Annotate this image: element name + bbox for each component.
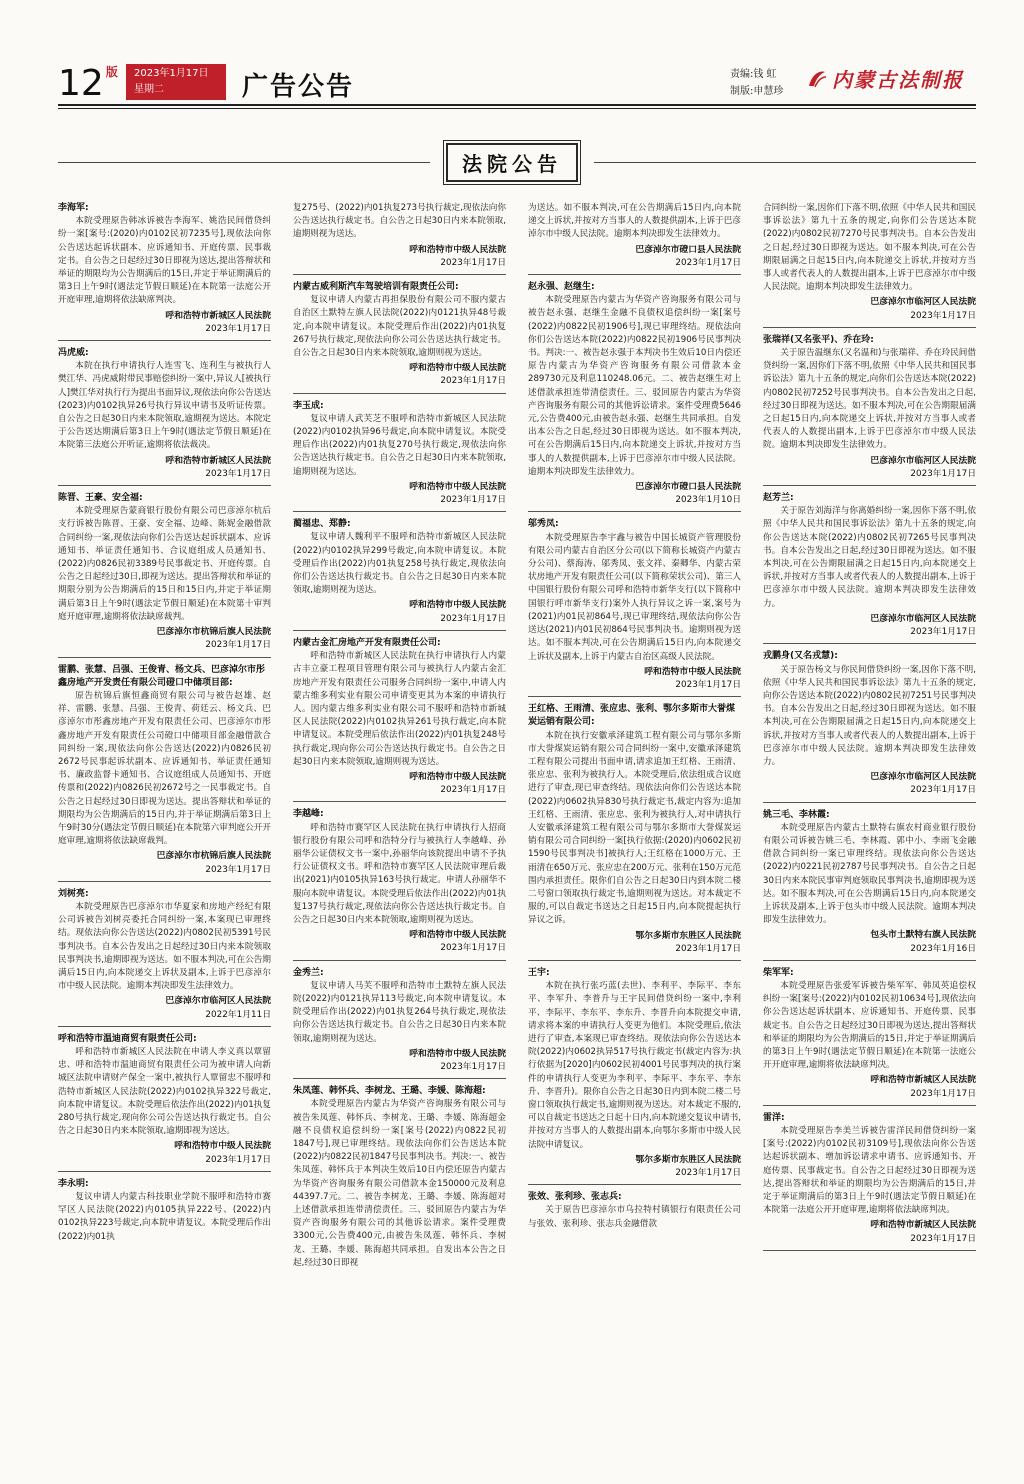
court-notice — [293, 202, 506, 275]
issue-date-box — [126, 64, 226, 100]
section-title: 广告公告 — [242, 72, 355, 102]
notice-date: 2023年1月17日 — [910, 310, 976, 321]
notice-court: 巴彦淖尔市磴口县人民法院 — [635, 482, 741, 493]
court-notice — [293, 808, 506, 960]
notice-divider — [293, 511, 506, 512]
court-notice — [528, 1191, 741, 1231]
notice-body: 本院在执行张巧蓝(去世)、李利平、李际平、李东平、李军升、李普升与王宇民间借贷纠纷一案中,李利平、李际平、李东平、李东升、李晋升向本院提交申请,请求将本案的申请执行人变更为他们。本院受理后,依法进行了审查,本案现已审查终结。现依法向你公告送达本院(2022)内0602执异517号执行裁定书(裁定内容为:执行依据为[2020]内0602民初4001号民事判决的执行案件的申请执行人变更为李利平、李际平、李东平、李东升、李晋升)。限你自公告之日起30日内到本院二楼二号窗口领取执行裁定书,逾期则视为送达。对本裁定不服的,可以自裁定书送达之日起十日内,向本院递交复议申请书,并按对方当事人的人数提出副本,向鄂尔多斯市中级人民法院申请复议。 — [528, 981, 741, 1150]
notice-body: 复275号、(2022)内01执复273号执行裁定,现依法向你公告送达执行裁定书。自公告之日起30日内来本院领取,逾期则视为送达。 — [293, 203, 506, 240]
notice-divider — [528, 960, 741, 961]
notice-divider — [58, 657, 271, 658]
notice-date: 2023年1月17日 — [910, 1233, 976, 1244]
notice-date: 2022年1月11日 — [205, 1009, 271, 1020]
notice-date: 2023年1月17日 — [910, 785, 976, 796]
notice-body: 关于原告巴彦淖尔市乌拉特村镇银行有限责任公司与张效、张利珍、张志兵金融借款 — [528, 1205, 741, 1229]
notice-addressee: 雷洋: — [763, 1112, 785, 1123]
notice-body: 复议申请人武芙芝不服呼和浩特市新城区人民法院(2022)内0102执异96号裁定,向本院申请复议。本院受理后作出(2022)内01执复270号执行裁定,现依法向你公告送达执行裁定书。自公告之日起30日内来本院领取,逾期则视为送达。 — [293, 413, 506, 477]
notice-date: 2023年1月17日 — [205, 640, 271, 651]
court-notice — [58, 664, 271, 882]
notice-divider — [528, 1184, 741, 1185]
notice-addressee: 蔺福忠、郑静: — [293, 519, 351, 530]
banner-rule-right — [594, 162, 976, 163]
court-notice — [293, 967, 506, 1080]
notice-body: 合同纠纷一案,因你们下落不明,依照《中华人民共和国民事诉讼法》第九十五条的规定,向你们公告送达本院(2022)内0802民初7270号民事判决书。自本公告发出之日起,经过30日即视为送达。如不服本判决,可在公告期限届满之日起15日内,向本院递交上诉状,并按对方当事人或者代表人的人数提出副本,上诉于巴彦淖尔市中级人民法院。逾期本判决即发生法律效力。 — [763, 203, 976, 293]
banner-rule-left — [58, 162, 430, 163]
notice-court: 呼和浩特市中级人民法院 — [409, 1048, 506, 1059]
notice-body: 关于原告刘海洋与你离婚纠纷一案,因你下落不明,依照《中华人民共和国民事诉讼法》第九十五条的规定,向你公告送达本院(2022)内0802民初7265号民事判决书。自本公告发出之日起,经过30日即视为送达。如不服本判决,可在公告期限届满之日起15日内,向本院递交上诉状,并按对方当事人或者代表人的人数提出副本,上诉于巴彦淖尔市中级人民法院。逾期本判决即发生法律效力。 — [763, 506, 976, 609]
notice-divider — [763, 1105, 976, 1106]
court-notice — [763, 809, 976, 961]
notice-date: 2023年1月10日 — [675, 495, 741, 506]
notice-divider — [763, 327, 976, 328]
notice-date: 2023年1月17日 — [440, 613, 506, 624]
notice-divider — [58, 881, 271, 882]
notice-body: 呼和浩特市新城区人民法院在申请人李义真以覃留忠、呼和浩特市温迪商贸有限责任公司为被申请人向新城区法院申请财产保全一案中,被执行人覃留忠不服呼和浩特市新城区人民法院(2022)内0102执异322号裁定,向本院申请复议。本院受理后依法作出(2022)内01执复280号执行裁定,现向你公司公告送达执行裁定书。自公告之日起30日内来本院领取,逾期即视为送达。 — [58, 1046, 271, 1137]
notice-body: 为送达。如不服本判决,可在公告期满后15日内,向本院递交上诉状,并按对方当事人的人数提供副本,上诉于巴彦淖尔市中级人民法院。逾期本判决即发生法律效力。 — [528, 203, 741, 240]
notice-body: 关于原告温继东(又名温和)与张瑞祥、乔在玲民间借贷纠纷一案,因你们下落不明,依照《中华人民共和国民事诉讼法》第九十五条的规定,向你们公告送达本院(2022)内0802民初7252号民事判决书。自本公告发出之日起,经过30日即视为送达。如不服本判决,可在公告期限届满之日起15日内,向本院递交上诉状,并按对方当事人或者代表人的人数提出副本,上诉于巴彦淖尔市中级人民法院。逾期本判决即发生法律效力。 — [763, 348, 976, 451]
notice-addressee: 王宇: — [528, 967, 550, 978]
notice-divider — [293, 274, 506, 275]
banner-title: 法院公告 — [446, 143, 578, 182]
court-notice — [528, 202, 741, 275]
court-notice — [763, 650, 976, 802]
notice-addressee: 邬秀凤: — [528, 519, 559, 530]
notice-date: 2023年1月17日 — [205, 864, 271, 875]
notice-court: 呼和浩特市中级人民法院 — [409, 600, 506, 611]
notice-addressee: 张效、张利珍、张志兵: — [528, 1192, 622, 1203]
page-number: 12 — [58, 63, 104, 104]
notice-divider — [58, 1026, 271, 1027]
court-notice — [763, 492, 976, 644]
notice-court: 呼和浩特市中级人民法院 — [174, 1141, 271, 1152]
notice-divider — [293, 630, 506, 631]
notice-body: 呼和浩特市赛罕区人民法院在执行申请执行人招商银行股份有限公司呼和浩特分行与被执行人李越峰、孙丽华公证债权文书一案中,孙丽华向该院提出申请不予执行公证债权文书。呼和浩特市赛罕区人民法院审理后裁出(2021)内0105执异163号执行裁定。申请人孙丽华不服向本院申请复议。本院受理后依法作出(2022)内01执复137号执行裁定,现依法向你公告送达执行裁定书。自公告之日起30日内来本院领取,逾期则视为送达。 — [293, 822, 506, 925]
notice-court: 巴彦淖尔市临河区人民法院 — [165, 996, 271, 1007]
court-notice — [763, 202, 976, 328]
notice-body: 呼和浩特市新城区人民法院在执行申请执行人内蒙古丰立豪工程项目管理有限公司与被执行人内蒙古金汇房地产开发有限责任公司服务合同纠纷一案中,申请人内蒙古维多利实业有限公司申请变更其为本案的申请执行人。因内蒙古维多利实业有限公司不服呼和浩特市新城区人民法院(2022)内0102执异261号执行裁定,向本院申请复议。本院受理后依法作出(2022)内01执复248号执行裁定,现向你公司公告送达执行裁定书。自公告之日起30日内来本院领取,逾期则视为送达。 — [293, 651, 506, 767]
notice-body: 本院受理原告内蒙古土默特右旗农村商业银行股份有限公司诉被告姚三毛、李林霞、郭中小、李雨飞金融借款合同纠纷一案已审理终结。现依法向你公告送达(2022)内0221民初2787号民事判决书。自公告之日起30日内来本院民事审判庭领取民事判决书,逾期即视为送达。如不服本判决,可在公告期满后15日内,向本院递交上诉状及副本,上诉于包头市中级人民法院。逾期本判决即发生法律效力。 — [763, 822, 976, 926]
notice-divider — [58, 340, 271, 341]
column-2 — [293, 202, 506, 1480]
masthead-rule-thick — [58, 104, 976, 106]
notice-date: 2023年1月17日 — [910, 1088, 976, 1099]
notice-body: 本院在执行安徽承泽建筑工程有限公司与鄂尔多斯市大誉煤炭运销有限公司合同纠纷一案中,安徽承泽建筑工程有限公司提出书面申请,请求追加王红格、王雨清、张应忠、张利为被执行人。本院受理后,依法组成合议庭进行了审查,现已审查终结。现依法向你们公告送达本院(2022)内0602执异830号执行裁定书,裁定内容为:追加王红格、王雨清、张应忠、张利为被执行人,对申请执行人安徽承泽建筑工程有限公司与鄂尔多斯市大誉煤炭运销有限公司合同纠纷一案[执行依据:(2020)内0602民初1590号民事判决书]被执行人;王红格在1000万元、王雨清在650万元、张应忠在200万元、张利在150万元范围内承担责任。限你们自公告之日起30日内到本院二楼二号窗口领取执行裁定书,逾期则视为送达。对本裁定不服的,可以自裁定书送达之日起15日内,向本院提起执行异议之诉。 — [528, 730, 741, 926]
issue-date: 2023年1月17日 — [134, 68, 209, 79]
notice-addressee: 张瑞祥(又名张平)、乔在玲: — [763, 334, 874, 345]
notice-addressee: 王红格、王雨清、张应忠、张利、鄂尔多斯市大誉煤炭运销有限公司: — [528, 704, 736, 728]
notice-addressee: 金秀兰: — [293, 967, 324, 978]
notice-date: 2023年1月17日 — [440, 943, 506, 954]
notice-date: 2023年1月17日 — [675, 1168, 741, 1179]
producer-line: 制版:申慧珍 — [730, 86, 784, 97]
notice-divider — [528, 511, 741, 512]
notice-divider — [763, 960, 976, 961]
page-word: 版 — [105, 65, 118, 79]
notice-divider — [293, 393, 506, 394]
notice-divider — [528, 696, 741, 697]
notice-court: 巴彦淖尔市临河区人民法院 — [870, 297, 976, 308]
court-notice-banner — [436, 144, 588, 180]
notice-body: 复议申请人马芙不服呼和浩特市土默特左旗人民法院(2022)内0121执异113号裁定,向本院申请复议。本院受理后作出(2022)内01执复264号执行裁定,现依法向你公告送达执行裁定书。自公告之日起30日内来本院领取,逾期则视为送达。 — [293, 980, 506, 1044]
paper-name: 内蒙古法制报 — [832, 68, 964, 92]
notice-date: 2023年1月17日 — [910, 468, 976, 479]
court-notice — [293, 400, 506, 513]
notice-body: 本院受理原告李宇鑫与被告中国长城资产管理股份有限公司内蒙古自治区分公司(以下简称长城资产内蒙古分公司)、蔡海涛、邬秀凤、张文祥、秦卿华、内蒙古荣状房地产开发有限责任公司(以下简称荣状公司)、第三人中国银行股份有限公司呼和浩特市新华支行(以下简称中国银行呼市新华支行)案外人执行异议之诉一案,案号为(2021)内01民初864号,现已审理终结,现依法向你公告送达(2021)内01民初864号民事判决书。逾期则视为送达。如不服本判决,可在公告期满后15日内,向本院递交上诉状及副本,上诉于内蒙古自治区高级人民法院。 — [528, 532, 741, 662]
notice-body: 本院受理原告李美兰诉被告雷洋民间借贷纠纷一案[案号:(2022)内0102民初3109号],现依法向你公告送达起诉状副本、增加诉讼请求申请书、应诉通知书、开庭传票、民事裁定书。自公告之日起经过30日即视为送达,提出答辩状和举证的期限均为公告期满后的15日,并定于举证期满后的第3日上午9时(遇法定节假日顺延)在本院第一法庭公开开庭审理,逾期将依法缺席判决。 — [763, 1126, 976, 1216]
notice-date: 2023年1月17日 — [205, 323, 271, 334]
notice-date: 2023年1月17日 — [440, 1061, 506, 1072]
court-notice — [528, 281, 741, 512]
notice-date: 2023年1月17日 — [440, 257, 506, 268]
notice-addressee: 柴军军: — [763, 967, 794, 978]
notice-body: 复议申请人内蒙古再担保股份有限公司不服内蒙古自治区土默特左旗人民法院(2022)内0121执异48号裁定,向本院申请复议。本院受理后作出(2022)内01执复267号执行裁定,现依法向你公司公告送达执行裁定书。自公告之日起30日内来本院领取,逾期则视为送达。 — [293, 295, 506, 359]
notice-addressee: 刘树亮: — [58, 888, 89, 899]
notice-date: 2023年1月17日 — [675, 943, 741, 954]
notice-divider — [293, 960, 506, 961]
notice-court: 呼和浩特市中级人民法院 — [409, 771, 506, 782]
notice-addressee: 李海军: — [58, 203, 89, 213]
issue-weekday: 星期二 — [134, 84, 164, 95]
notice-body: 本院受理原告内蒙古为华资产咨询服务有限公司与被告赵永强、赵继生金融不良债权追偿纠纷一案[案号(2022)内0822民初1906号],现已审理终结。现依法向你们公告送达本院(2022)内0822民初1906号民事判决书。判决:一、被告赵永强于本判决书生效后10日内偿还原告内蒙古为华资产咨询服务有限公司借款本金289730元及利息110248.06元。二、被告赵继生对上述借款承担连带清偿责任。三、驳回原告内蒙古为华资产咨询服务有限公司的其他诉讼请求。案件受理费5646元,公告费400元,由被告赵永强、赵继生共同承担。自发出本公告之日起,经过30日即视为送达。如不服本判决,可在公告期满后15日内,向本院递交上诉状,并按对方当事人的人数提供副本,上诉于巴彦淖尔市中级人民法院。逾期本判决即发生法律效力。 — [528, 295, 741, 477]
notice-addressee: 李永明: — [58, 1178, 89, 1189]
notice-addressee: 赵永强、赵继生: — [528, 282, 595, 293]
notice-date: 2023年1月17日 — [675, 679, 741, 690]
notice-court: 鄂尔多斯市东胜区人民法院 — [635, 1154, 741, 1165]
notice-addressee: 冯虎威: — [58, 348, 89, 359]
court-notice — [58, 202, 271, 341]
notice-court: 呼和浩特市新城区人民法院 — [870, 1220, 976, 1231]
notice-addressee: 朱凤莲、韩怀兵、李树龙、王璐、李媛、陈海超: — [293, 1086, 486, 1097]
masthead-rule-thin — [58, 108, 976, 109]
notice-court: 呼和浩特市中级人民法院 — [644, 666, 741, 677]
paper-logo — [806, 64, 964, 93]
court-notice — [58, 492, 271, 657]
notice-addressee: 内蒙古金汇房地产开发有限责任公司: — [293, 637, 441, 648]
notice-addressee: 呼和浩特市温迪商贸有限责任公司: — [58, 1033, 197, 1044]
notice-body: 复议申请人内蒙古科技职业学院不服呼和浩特市赛罕区人民法院(2022)内0105执异222号、(2022)内0102执异223号裁定,向本院申请复议。本院受理后作出(2022)内01执 — [58, 1192, 271, 1242]
notice-court: 包头市土默特右旗人民法院 — [870, 930, 976, 941]
court-notice — [763, 1112, 976, 1251]
notice-court: 巴彦淖尔市临河区人民法院 — [870, 613, 976, 624]
notice-divider — [763, 1250, 976, 1251]
notice-addressee: 陈晋、王豪、安全福: — [58, 493, 143, 504]
notice-divider — [58, 485, 271, 486]
notice-court: 呼和浩特市新城区人民法院 — [165, 310, 271, 321]
notice-body: 本院受理原告内蒙古为华资产咨询服务有限公司与被告朱凤莲、韩怀兵、李树龙、王璐、李媛、陈海超金融不良债权追偿纠纷一案[案号(2022)内0822民初1847号],现已审理终结。现依法向你们公告送达本院(2022)内0822民初1847号民事判决书。判决:一、被告朱凤莲、韩怀兵于本判决生效后10日内偿还原告内蒙古为华资产咨询服务有限公司借款本金150000元及利息44397.7元。二、被告李树龙、王璐、李媛、陈海超对上述借款承担连带清偿责任。三、驳回原告内蒙古为华资产咨询服务有限公司的其他诉讼请求。案件受理费3300元,公告费400元,由被告朱凤莲、韩怀兵、李树龙、王璐、李媛、陈海超共同承担。自发出本公告之日起,经过30日即视 — [293, 1099, 506, 1268]
court-notice — [293, 637, 506, 802]
notice-date: 2023年1月16日 — [910, 943, 976, 954]
court-notice — [58, 347, 271, 486]
notice-court: 巴彦淖尔市杭锦后旗人民法院 — [156, 627, 271, 638]
notice-divider — [528, 274, 741, 275]
notice-court: 呼和浩特市中级人民法院 — [409, 244, 506, 255]
court-notice — [763, 967, 976, 1106]
notice-date: 2023年1月17日 — [440, 495, 506, 506]
notice-body: 本院受理原告张爱军诉被告柴军军、韩凤英追偿权纠纷一案[案号:(2022)内0102民初10634号],现依法向你公告送达起诉状副本、应诉通知书、开庭传票、民事裁定书。自公告之日起经过30日即视为送达,提出答辩状和举证的期限均为公告期满后的15日,并定于举证期满后的第3日上午9时(遇法定节假日顺延)在本院第一法庭公开开庭审理,逾期将依法缺席判决。 — [763, 980, 976, 1071]
court-notice — [58, 1178, 271, 1244]
court-notice — [528, 967, 741, 1185]
notice-body: 本院在执行申请执行人连雪飞、连利生与被执行人樊江华、冯虎威附带民事赔偿纠纷一案中,异议人[被执行人]樊江华对执行行为提出书面异议,现依法向你公告送达(2023)内0102执异26号执行异议申请书及听证传票。自公告之日起30日内来本院领取,逾期视为送达。本院定于公告送达期满后第3日上午9时(遇法定节假日顺延)在本院第三法庭公开听证,逾期将依法裁决。 — [58, 361, 271, 451]
column-4 — [763, 202, 976, 1480]
paper-emblem-icon — [806, 68, 828, 90]
notice-divider — [763, 802, 976, 803]
notice-addressee: 内蒙古威利斯汽车驾驶培训有限责任公司: — [293, 282, 459, 293]
notice-court: 呼和浩特市新城区人民法院 — [870, 1075, 976, 1086]
notice-body: 复议申请人魏利平不服呼和浩特市新城区人民法院(2022)内0102执异299号裁定,向本院申请复议。本院受理后作出(2022)内01执复258号执行裁定,现依法向你们公告送达执行裁定书。自公告之日起30日内来本院领取,逾期则视为送达。 — [293, 532, 506, 596]
editor-line: 责编:钱 虹 — [730, 69, 777, 80]
court-notice — [528, 703, 741, 961]
masthead — [0, 0, 1024, 110]
notice-columns — [58, 202, 978, 1480]
notice-divider — [58, 1171, 271, 1172]
notice-date: 2023年1月17日 — [440, 785, 506, 796]
court-notice — [58, 1033, 271, 1172]
notice-date: 2023年1月17日 — [205, 468, 271, 479]
notice-date: 2023年1月17日 — [205, 1154, 271, 1165]
notice-date: 2023年1月17日 — [440, 376, 506, 387]
court-notice — [58, 888, 271, 1027]
page-number-box — [58, 62, 124, 102]
court-notice — [763, 334, 976, 486]
notice-court: 呼和浩特市新城区人民法院 — [165, 455, 271, 466]
court-notice — [528, 518, 741, 697]
notice-addressee: 李越峰: — [293, 809, 324, 820]
notice-body: 本院受理原告巴彦淖尔市华夏家和房地产经纪有限公司诉被告刘树亮委托合同纠纷一案,本案现已审理终结。现依法向你公告送达(2022)内0802民初5391号民事判决书。自本公告发出之日起经过30日内来本院领取民事判决书,逾期即视为送达。如不服本判决,可在公告期满后15日内,向本院递交上诉状及副本,上诉于巴彦淖尔市中级人民法院。逾期本判决即发生法律效力。 — [58, 901, 271, 992]
notice-divider — [763, 485, 976, 486]
column-3 — [528, 202, 741, 1480]
notice-divider — [293, 1078, 506, 1079]
notice-divider — [293, 801, 506, 802]
notice-date: 2023年1月17日 — [910, 627, 976, 638]
notice-body: 原告杭锦后旗恒鑫商贸有限公司与被告赵雄、赵祥、雷鹏、张慧、吕强、王俊青、荷廷云、杨文兵、巴彦淖尔市彤鑫房地产开发有限责任公司、巴彦淖尔市彤鑫房地产开发有限责任公司磴口中储项目部金融借款合同纠纷一案,现依法向你公告送达(2022)内0826民初2672号民事起诉状副本、应诉通知书、举证责任通知书、廉政监督卡通知书、合议庭组成人员通知书、开庭传票和(2022)内0826民初2672号之一民事裁定书。自公告之日起经过30日即视为送达。提出答辩状和举证的期限均为公告期满后的15日内,并于举证期满后第3日上午9时30分(遇法定节假日顺延)在本院第六审判庭公开开庭审理,逾期将依法缺席裁判。 — [58, 690, 271, 847]
court-notice — [293, 1085, 506, 1270]
court-notice — [293, 281, 506, 394]
notice-court: 巴彦淖尔市磴口县人民法院 — [635, 244, 741, 255]
notice-divider — [763, 643, 976, 644]
notice-court: 巴彦淖尔市临河区人民法院 — [870, 772, 976, 783]
notice-body: 本院受理原告蒙商银行股份有限公司巴彦淖尔杭后支行诉被告陈晋、王豪、安全福、边峰、陈妮金融借款合同纠纷一案,现依法向你们公告送达起诉状副本、应诉通知书、举证责任通知书、合议庭组成人员通知书、(2022)内0826民初3389号民事裁定书、开庭传票。自公告之日起经过30日,即视为送达。提出答辩状和举证的期限分别为公告期满后的15日和15日内,并定于举证期满后第3日上午9时(遇法定节假日顺延)在本院第十审判庭开庭审理,逾期将依法缺席裁判。 — [58, 506, 271, 622]
notice-addressee: 雷鹏、张慧、吕强、王俊青、杨文兵、巴彦淖尔市彤鑫房地产开发责任有限公司磴口中储项目部: — [58, 664, 266, 688]
notice-court: 鄂尔多斯市东胜区人民法院 — [635, 930, 741, 941]
notice-date: 2023年1月17日 — [675, 257, 741, 268]
notice-court: 巴彦淖尔市临河区人民法院 — [870, 455, 976, 466]
notice-addressee: 戎鹏身(又名戎慧): — [763, 651, 838, 662]
notice-court: 巴彦淖尔市杭锦后旗人民法院 — [156, 851, 271, 862]
notice-addressee: 姚三毛、李林霞: — [763, 809, 830, 820]
notice-addressee: 赵芳兰: — [763, 493, 794, 504]
notice-body: 本院受理原告韩冰诉被告李海军、姚浩民间借贷纠纷一案[案号:(2020)内0102民初7235号],现依法向你公告送达起诉状副本、应诉通知书、开庭传票、民事裁定书。自公告之日起经过30日即视为送达,提出答辩状和举证的期限均为公告期满后的15日,并定于举证期满后的第3日上午9时(遇法定节假日顺延)在本院第一法庭公开开庭审理,逾期将依法缺席判决。 — [58, 216, 271, 306]
notice-addressee: 李玉成: — [293, 400, 324, 411]
notice-court: 呼和浩特市中级人民法院 — [409, 930, 506, 941]
notice-court: 呼和浩特市中级人民法院 — [409, 481, 506, 492]
notice-body: 关于原告杨文与你民间借贷纠纷一案,因你下落不明,依照《中华人民共和国民事诉讼法》第九十五条的规定,向你公告送达本院(2022)内0802民初7251号民事判决书。自本公告发出之日起,经过30日即视为送达。如不服本判决,可在公告期限届满之日起15日内,向本院递交上诉状,并按对方当事人或者代表人的人数提出副本,上诉于巴彦淖尔市中级人民法院。逾期本判决即发生法律效力。 — [763, 664, 976, 767]
editor-credits — [730, 66, 783, 100]
notice-court: 呼和浩特市中级人民法院 — [409, 363, 506, 374]
court-notice — [293, 518, 506, 631]
column-1 — [58, 202, 271, 1480]
